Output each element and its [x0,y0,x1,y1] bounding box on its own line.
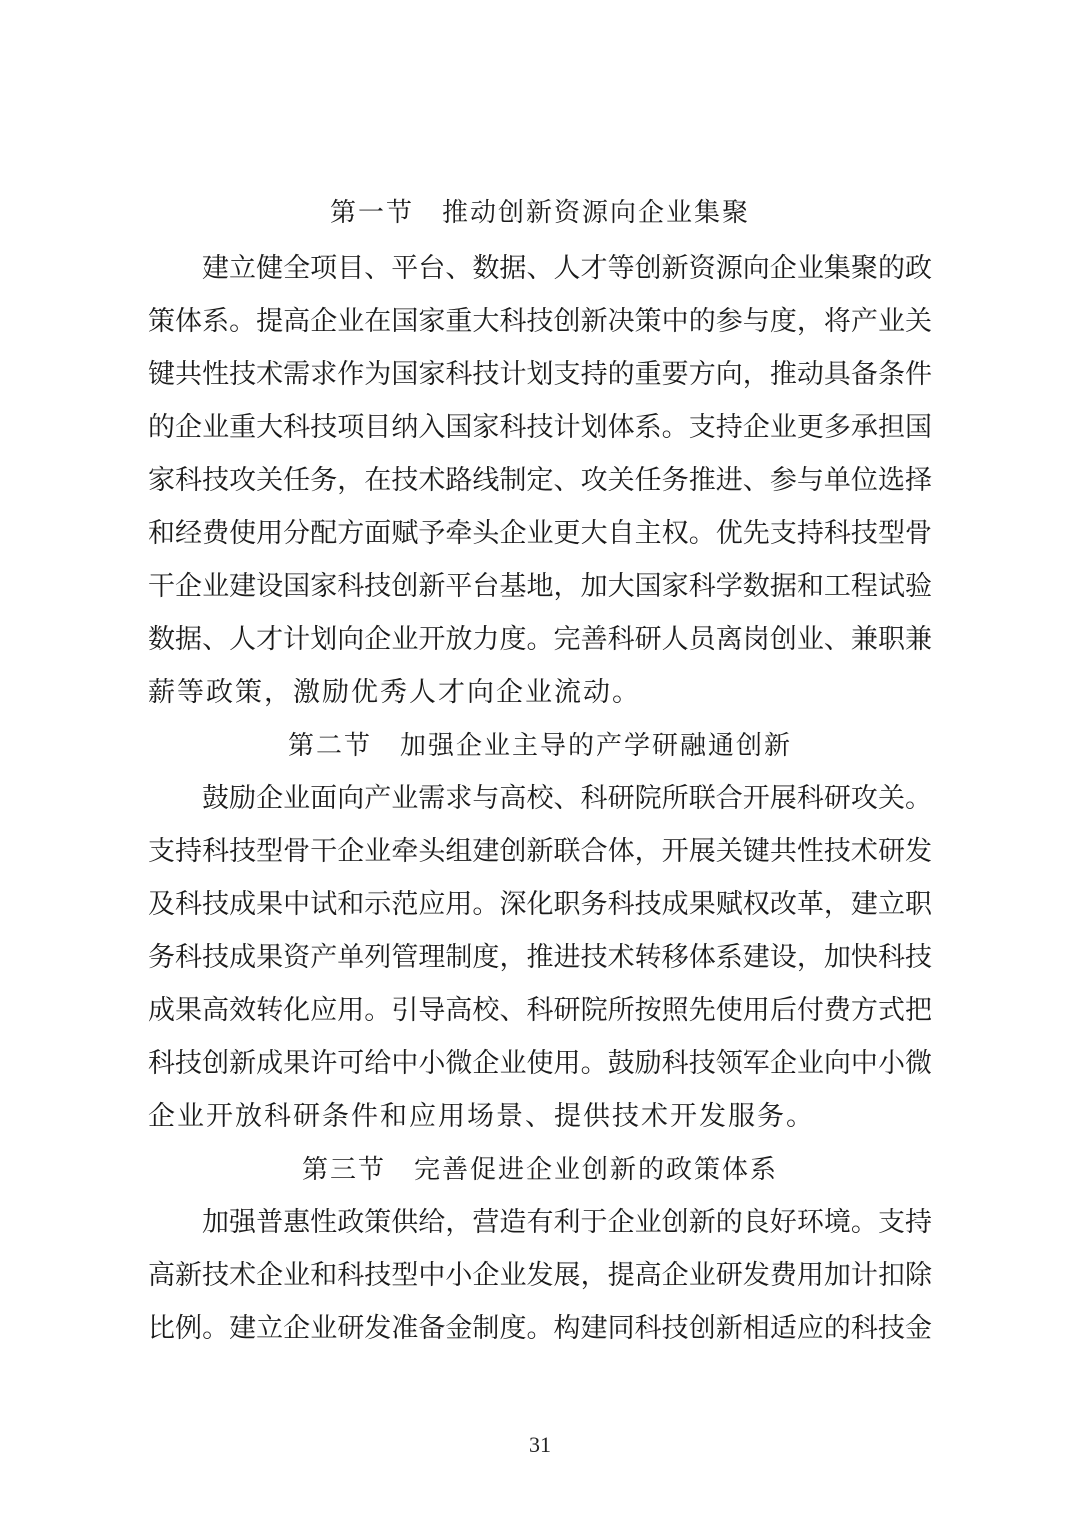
paragraph-line: 策体系。提高企业在国家重大科技创新决策中的参与度，将产业关 [148,306,932,337]
paragraph-line: 支持科技型骨干企业牵头组建创新联合体，开展关键共性技术研发 [148,836,932,867]
paragraph-line: 数据、人才计划向企业开放力度。完善科研人员离岗创业、兼职兼 [148,624,932,655]
paragraph-line: 鼓励企业面向产业需求与高校、科研院所联合开展科研攻关。 [202,783,932,814]
paragraph-line: 和经费使用分配方面赋予牵头企业更大自主权。优先支持科技型骨 [148,518,932,549]
paragraph-line: 家科技攻关任务，在技术路线制定、攻关任务推进、参与单位选择 [148,465,932,496]
paragraph-line: 务科技成果资产单列管理制度，推进技术转移体系建设，加快科技 [148,942,932,973]
paragraph-line: 干企业建设国家科技创新平台基地，加大国家科学数据和工程试验 [148,571,932,602]
section-heading-3: 第三节 完善促进企业创新的政策体系 [301,1155,778,1185]
paragraph-line: 及科技成果中试和示范应用。深化职务科技成果赋权改革，建立职 [148,889,932,920]
paragraph-line: 薪等政策，激励优秀人才向企业流动。 [148,677,641,708]
paragraph-line: 建立健全项目、平台、数据、人才等创新资源向企业集聚的政 [202,253,932,284]
paragraph-line: 企业开放科研条件和应用场景、提供技术开发服务。 [148,1101,815,1132]
section-heading-1: 第一节 推动创新资源向企业集聚 [329,198,750,228]
paragraph-line: 加强普惠性政策供给，营造有利于企业创新的良好环境。支持 [202,1207,932,1238]
paragraph-line: 成果高效转化应用。引导高校、科研院所按照先使用后付费方式把 [148,995,932,1026]
paragraph-line: 高新技术企业和科技型中小企业发展，提高企业研发费用加计扣除 [148,1260,932,1291]
page-number: 31 [529,1432,551,1457]
section-heading-2: 第二节 加强企业主导的产学研融通创新 [287,731,792,761]
paragraph-line: 科技创新成果许可给中小微企业使用。鼓励科技领军企业向中小微 [148,1048,932,1079]
paragraph-line: 键共性技术需求作为国家科技计划支持的重要方向，推动具备条件 [148,359,932,390]
paragraph-line: 比例。建立企业研发准备金制度。构建同科技创新相适应的科技金 [148,1313,932,1344]
paragraph-line: 的企业重大科技项目纳入国家科技计划体系。支持企业更多承担国 [148,412,932,443]
